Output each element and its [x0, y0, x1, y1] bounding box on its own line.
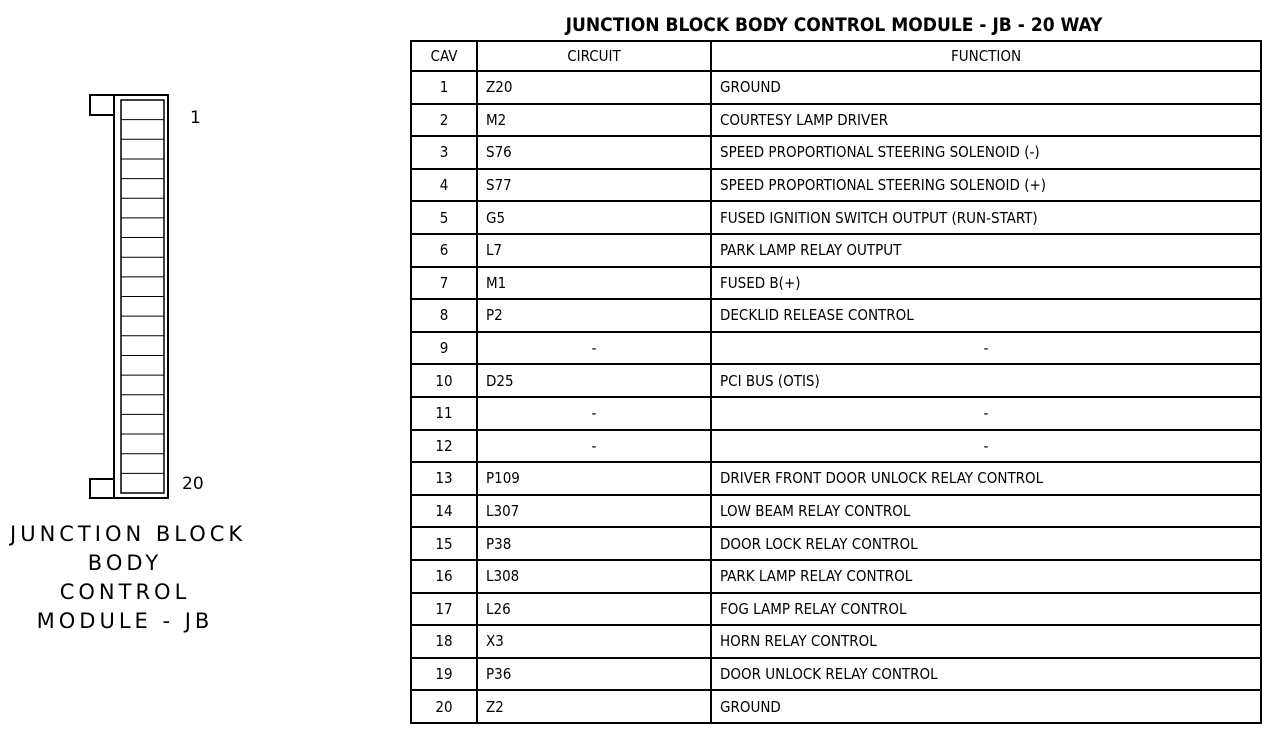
- cell-cav: 9: [411, 332, 477, 365]
- connector-diagram: [86, 90, 176, 510]
- cell-circuit: D25: [477, 364, 711, 397]
- cell-function: DOOR UNLOCK RELAY CONTROL: [711, 658, 1261, 691]
- cell-cav: 5: [411, 201, 477, 234]
- cell-circuit: Z20: [477, 71, 711, 104]
- table-row: [411, 560, 1261, 593]
- cell-function: -: [711, 332, 1261, 365]
- cell-function: HORN RELAY CONTROL: [711, 625, 1261, 658]
- header-circuit: CIRCUIT: [477, 41, 711, 71]
- pin-20-label: 20: [182, 474, 204, 494]
- table-row: [411, 527, 1261, 560]
- cell-circuit: P36: [477, 658, 711, 691]
- cell-circuit: Z2: [477, 690, 711, 723]
- cell-circuit: M1: [477, 267, 711, 300]
- cell-function: FUSED IGNITION SWITCH OUTPUT (RUN-START): [711, 201, 1261, 234]
- cell-circuit: L7: [477, 234, 711, 267]
- table-row: [411, 267, 1261, 300]
- cell-cav: 10: [411, 364, 477, 397]
- cell-cav: 17: [411, 593, 477, 626]
- table-row: [411, 593, 1261, 626]
- table-row: [411, 430, 1261, 463]
- cell-cav: 8: [411, 299, 477, 332]
- cell-circuit: L26: [477, 593, 711, 626]
- cell-cav: 3: [411, 136, 477, 169]
- table-row: [411, 364, 1261, 397]
- cell-function: SPEED PROPORTIONAL STEERING SOLENOID (-): [711, 136, 1261, 169]
- cell-cav: 7: [411, 267, 477, 300]
- pinout-table-body: [411, 71, 1261, 723]
- caption-line: MODULE - JB: [36, 609, 214, 633]
- table-row: [411, 332, 1261, 365]
- cell-function: DECKLID RELEASE CONTROL: [711, 299, 1261, 332]
- cell-function: PCI BUS (OTIS): [711, 364, 1261, 397]
- cell-function: -: [711, 430, 1261, 463]
- cell-circuit: L307: [477, 495, 711, 528]
- table-row: [411, 136, 1261, 169]
- header-cav: CAV: [411, 41, 477, 71]
- cell-circuit: X3: [477, 625, 711, 658]
- caption-line: JUNCTION BLOCK: [10, 522, 247, 546]
- cell-circuit: P38: [477, 527, 711, 560]
- table-row: [411, 234, 1261, 267]
- cell-function: DRIVER FRONT DOOR UNLOCK RELAY CONTROL: [711, 462, 1261, 495]
- cell-cav: 11: [411, 397, 477, 430]
- table-row: [411, 397, 1261, 430]
- cell-circuit: -: [477, 430, 711, 463]
- cell-cav: 13: [411, 462, 477, 495]
- cell-cav: 14: [411, 495, 477, 528]
- table-row: [411, 104, 1261, 137]
- pinout-table: [410, 40, 1262, 724]
- cell-cav: 1: [411, 71, 477, 104]
- cell-cav: 16: [411, 560, 477, 593]
- cell-function: FOG LAMP RELAY CONTROL: [711, 593, 1261, 626]
- cell-cav: 15: [411, 527, 477, 560]
- cell-cav: 6: [411, 234, 477, 267]
- cell-function: LOW BEAM RELAY CONTROL: [711, 495, 1261, 528]
- connector-top-tab: [90, 95, 114, 115]
- table-row: [411, 690, 1261, 723]
- cell-circuit: P109: [477, 462, 711, 495]
- cell-function: PARK LAMP RELAY OUTPUT: [711, 234, 1261, 267]
- cell-circuit: P2: [477, 299, 711, 332]
- table-row: [411, 201, 1261, 234]
- table-row: [411, 658, 1261, 691]
- cell-cav: 4: [411, 169, 477, 202]
- cell-circuit: -: [477, 332, 711, 365]
- table-row: [411, 495, 1261, 528]
- pin-1-label: 1: [190, 108, 201, 128]
- table-row: [411, 299, 1261, 332]
- table-title: JUNCTION BLOCK BODY CONTROL MODULE - JB - 20 WAY: [565, 14, 1103, 36]
- cell-circuit: S76: [477, 136, 711, 169]
- cell-function: DOOR LOCK RELAY CONTROL: [711, 527, 1261, 560]
- cell-circuit: M2: [477, 104, 711, 137]
- table-row: [411, 625, 1261, 658]
- caption-line: BODY: [87, 551, 163, 575]
- table-row: [411, 169, 1261, 202]
- cell-circuit: S77: [477, 169, 711, 202]
- header-function: FUNCTION: [711, 41, 1261, 71]
- cell-cav: 2: [411, 104, 477, 137]
- table-header-row: [411, 41, 1261, 71]
- cell-cav: 18: [411, 625, 477, 658]
- cell-function: GROUND: [711, 71, 1261, 104]
- cell-function: GROUND: [711, 690, 1261, 723]
- cell-function: PARK LAMP RELAY CONTROL: [711, 560, 1261, 593]
- cell-cav: 12: [411, 430, 477, 463]
- table-row: [411, 462, 1261, 495]
- cell-cav: 19: [411, 658, 477, 691]
- cell-circuit: G5: [477, 201, 711, 234]
- connector-bottom-tab: [90, 479, 114, 498]
- cell-function: COURTESY LAMP DRIVER: [711, 104, 1261, 137]
- cell-function: SPEED PROPORTIONAL STEERING SOLENOID (+): [711, 169, 1261, 202]
- cell-function: FUSED B(+): [711, 267, 1261, 300]
- connector-caption: [10, 520, 247, 636]
- table-row: [411, 71, 1261, 104]
- caption-line: CONTROL: [59, 580, 191, 604]
- cell-circuit: -: [477, 397, 711, 430]
- cell-cav: 20: [411, 690, 477, 723]
- cell-circuit: L308: [477, 560, 711, 593]
- cell-function: -: [711, 397, 1261, 430]
